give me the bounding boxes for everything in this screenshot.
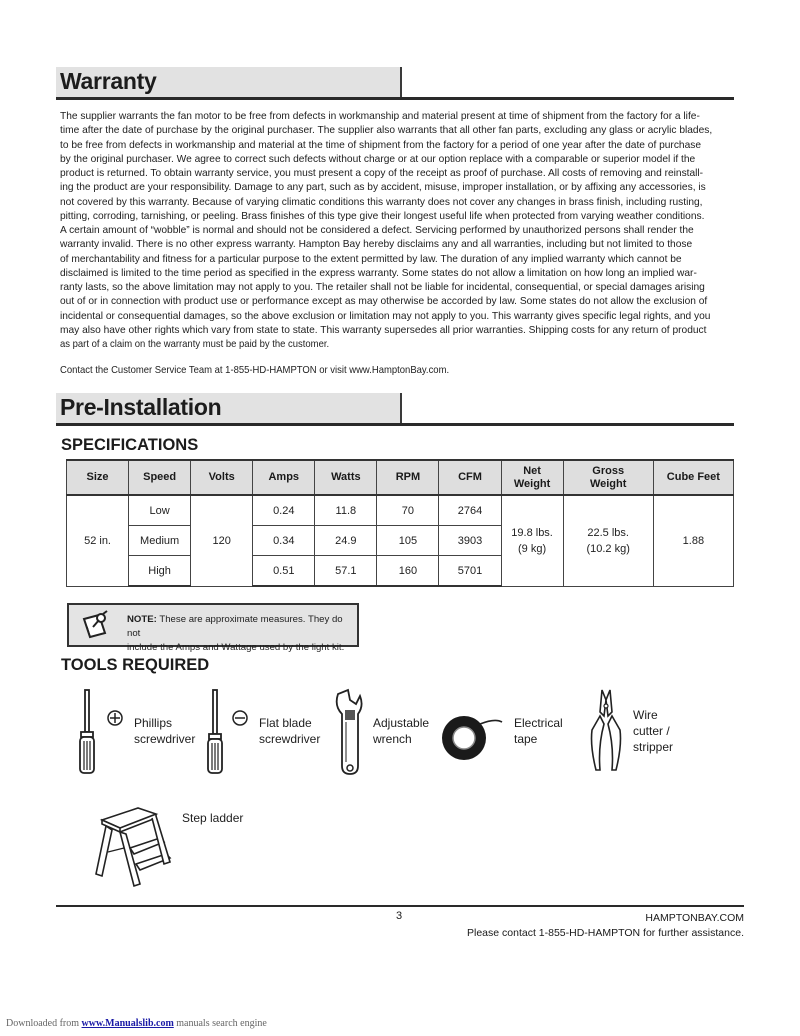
- header-cube-feet: Cube Feet: [653, 460, 733, 495]
- cell-rpm: 160: [377, 556, 439, 587]
- tool-label-line: cutter /: [633, 724, 670, 738]
- note-line1: These are approximate measures. They do not: [127, 614, 343, 639]
- warranty-contact: [60, 364, 740, 378]
- header-cfm: CFM: [439, 460, 501, 495]
- warranty-header: [56, 67, 734, 100]
- cell-cfm: 2764: [439, 495, 501, 526]
- header-gross-weight-line2: Weight: [589, 477, 627, 490]
- footer-contact: [467, 911, 744, 941]
- tool-label-line: tape: [514, 732, 538, 746]
- footer-assistance: Please contact 1-855-HD-HAMPTON for further assistance.: [467, 927, 744, 939]
- tool-label-line: stripper: [633, 740, 674, 754]
- warranty-line: to be free from defects in workmanship and material at the time of shipment from the factory for a period of one year after the date of purchase: [60, 139, 702, 151]
- footer-site: HAMPTONBAY.COM: [645, 912, 744, 924]
- download-watermark: [6, 1018, 267, 1029]
- tool-label-line: Electrical: [514, 716, 563, 730]
- tool-label-flat-blade: [259, 715, 320, 747]
- tool-label-line: screwdriver: [259, 732, 321, 746]
- cell-watts: 11.8: [315, 495, 377, 526]
- specifications-table: [66, 459, 734, 587]
- warranty-line: by the original purchaser. We agree to correct such defects without charge or at our option replace with a comparable or superior model if the: [60, 153, 696, 165]
- adjustable-wrench-icon: [330, 688, 370, 778]
- footer-divider: [56, 905, 744, 907]
- warranty-line: not covered by this warranty. Because of varying climatic conditions this warranty does not cover any changes in brass finish, including rusting,: [60, 196, 703, 208]
- warranty-line: out of or in connection with product use or performance except as may otherwise be accorded by law. Some states do not allow the exclusion of: [60, 296, 708, 308]
- cell-cfm: 3903: [439, 526, 501, 556]
- tool-label-line: wrench: [373, 732, 412, 746]
- warranty-line: ranty lasts, so the above limitation may not apply to you. The retailer shall not be liable for incidental, consequential, or special damages arising: [60, 282, 705, 293]
- warranty-line: product is returned. To obtain warranty service, you must present a copy of the receipt as proof of purchase. All costs of removing and reinstall-: [60, 168, 704, 179]
- net-weight-kg: (9 kg): [518, 542, 547, 555]
- cell-gross-weight: [563, 495, 653, 586]
- net-weight-lbs: 19.8 lbs.: [511, 526, 553, 539]
- cell-speed: Low: [129, 495, 191, 526]
- tool-label-line: screwdriver: [134, 732, 196, 746]
- cell-cube-feet: 1.88: [653, 495, 733, 586]
- tools-heading: TOOLS REQUIRED: [61, 656, 210, 674]
- table-row: [67, 495, 734, 526]
- manualslib-link[interactable]: www.Manualslib.com: [81, 1018, 174, 1029]
- header-rpm: RPM: [377, 460, 439, 495]
- tool-label-line: Wire: [633, 708, 658, 722]
- header-amps: Amps: [253, 460, 315, 495]
- tool-label-step-ladder: [182, 810, 243, 826]
- specifications-heading: SPECIFICATIONS: [61, 436, 199, 454]
- phillips-screwdriver-icon: [70, 688, 130, 778]
- cell-amps: 0.51: [253, 556, 315, 587]
- flat-blade-screwdriver-icon: [198, 688, 258, 778]
- cell-speed: Medium: [129, 526, 191, 556]
- wire-cutter-icon: [586, 686, 626, 776]
- warranty-line: of merchantability and fitness for a particular purpose to the extent permitted by law. The duration of any implied warranty which cannot be: [60, 253, 682, 265]
- warranty-line: pitting, corroding, tarnishing, or peeling. Brass finishes of this type give their longest useful life when protected from varying weather conditions.: [60, 210, 705, 222]
- warranty-line: warranty invalid. There is no other express warranty. Hampton Bay hereby disclaims any and all warranties, including but not limited to those: [60, 239, 693, 251]
- pre-installation-title: Pre-Installation: [60, 394, 222, 420]
- warranty-line: incidental or consequential damages, so the above exclusion or limitation may not apply to you. This warranty gives specific legal rights, and you: [60, 310, 711, 322]
- note-pin-icon: [79, 609, 113, 641]
- warranty-text: [60, 110, 740, 352]
- note-label: NOTE:: [127, 614, 157, 625]
- tool-label-wire-cutter: [633, 707, 673, 755]
- header-gross-weight-line1: Gross: [592, 464, 625, 477]
- warranty-line: as part of a claim on the warranty must be paid by the customer.: [60, 339, 330, 350]
- tool-label-line: Flat blade: [259, 716, 312, 730]
- tool-label-line: Adjustable: [373, 716, 430, 730]
- cell-cfm: 5701: [439, 556, 501, 587]
- header-net-weight-line2: Weight: [513, 477, 551, 490]
- warranty-line: ing the product are your responsibility. Damage to any part, such as by accident, misuse, improper installation, or by affixing any accessories, is: [60, 182, 706, 194]
- header-net-weight-line1: Net: [523, 464, 541, 477]
- tool-label-wrench: [373, 715, 429, 747]
- cell-watts: 57.1: [315, 556, 377, 587]
- warranty-title: Warranty: [60, 68, 157, 94]
- note-box: [67, 603, 359, 653]
- cell-amps: 0.24: [253, 495, 315, 526]
- note-text: [127, 613, 357, 655]
- header-size: Size: [67, 460, 129, 495]
- watermark-suffix: manuals search engine: [176, 1018, 267, 1029]
- warranty-line: disclaimed is limited to the time period as specified in the express warranty. Some states do not allow a limitation on how long an implied war-: [60, 267, 697, 279]
- note-line2: include the Amps and Wattage used by the light kit.: [127, 642, 345, 653]
- tool-label-line: Phillips: [134, 716, 173, 730]
- cell-volts: 120: [191, 495, 253, 586]
- header-speed: Speed: [129, 460, 191, 495]
- step-ladder-icon: [94, 800, 184, 890]
- warranty-line: time after the date of purchase by the original purchaser. The supplier also warrants that all other fan parts, excluding any glass or acrylic blades,: [60, 125, 713, 137]
- electrical-tape-icon: [440, 712, 520, 762]
- table-header-row: [67, 460, 734, 495]
- gross-weight-lbs: 22.5 lbs.: [587, 526, 629, 539]
- header-watts: Watts: [315, 460, 377, 495]
- header-net-weight: [501, 460, 563, 495]
- cell-rpm: 70: [377, 495, 439, 526]
- watermark-prefix: Downloaded from: [6, 1018, 80, 1029]
- warranty-line: A certain amount of “wobble” is normal and should not be considered a defect. Servicing performed by unauthorized persons shall render the: [60, 225, 694, 236]
- warranty-line: The supplier warrants the fan motor to be free from defects in workmanship and material present at time of shipment from the factory for a life-: [60, 111, 700, 122]
- cell-watts: 24.9: [315, 526, 377, 556]
- cell-amps: 0.34: [253, 526, 315, 556]
- cell-speed: High: [129, 556, 191, 587]
- pre-installation-header: [56, 393, 734, 426]
- header-gross-weight: [563, 460, 653, 495]
- gross-weight-kg: (10.2 kg): [586, 542, 630, 555]
- tool-label-phillips: [134, 715, 195, 747]
- tool-label-tape: [514, 715, 563, 747]
- warranty-line: may also have other rights which vary from state to state. This warranty supersedes all prior warranties. Shipping costs for any return of product: [60, 324, 707, 336]
- cell-rpm: 105: [377, 526, 439, 556]
- cell-size: 52 in.: [67, 495, 129, 586]
- contact-text: Contact the Customer Service Team at 1-855-HD-HAMPTON or visit www.HamptonBay.com.: [60, 365, 450, 376]
- tool-label-line: Step ladder: [182, 811, 244, 825]
- cell-net-weight: [501, 495, 563, 586]
- header-volts: Volts: [191, 460, 253, 495]
- page-number: 3: [396, 910, 403, 922]
